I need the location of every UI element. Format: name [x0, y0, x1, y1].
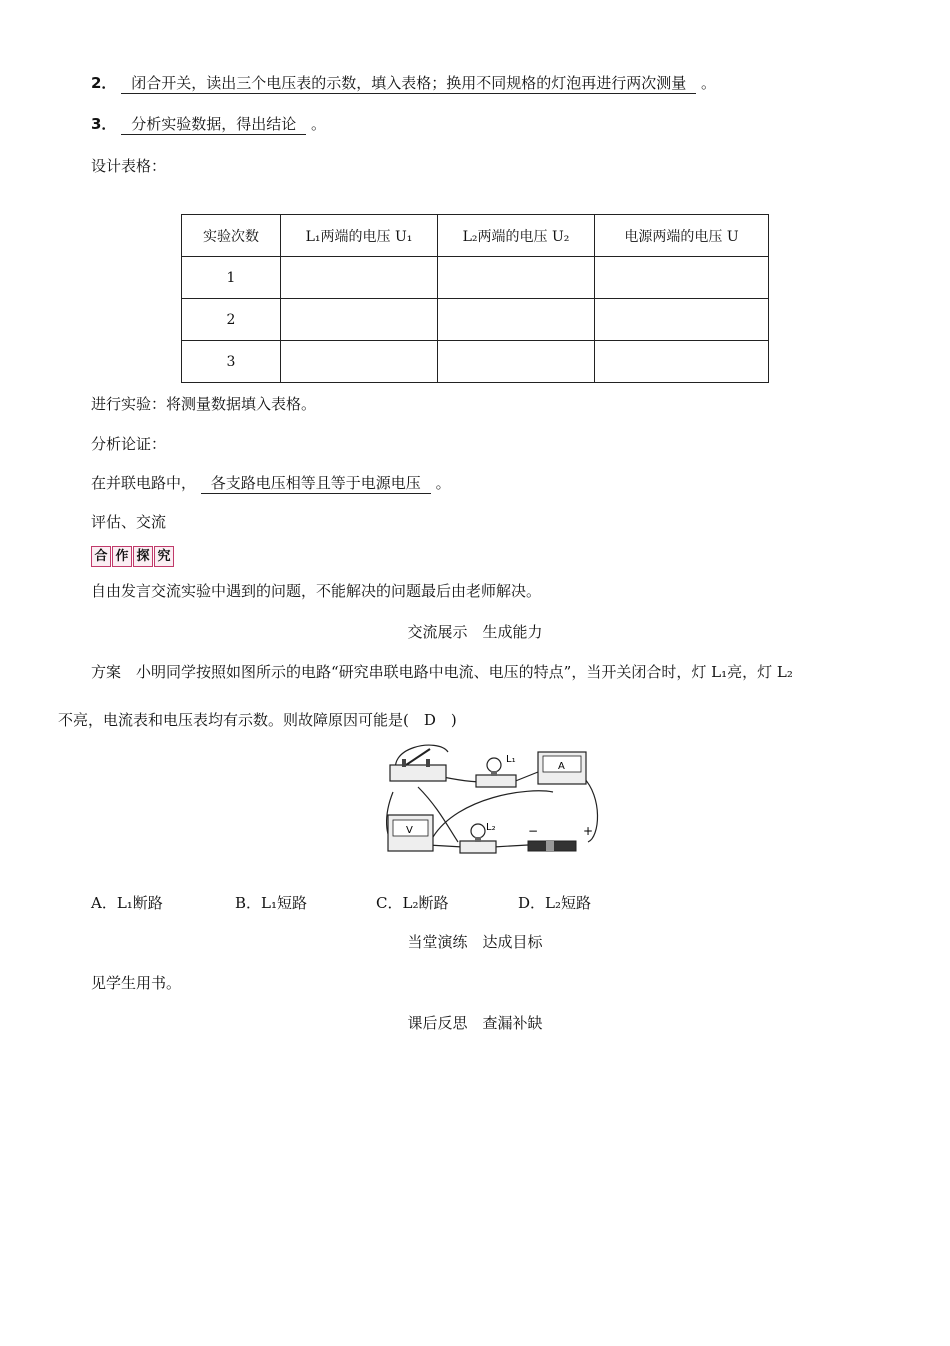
answer-blank: 各支路电压相等且等于电源电压 [201, 474, 431, 494]
see-book: 见学生用书。 [91, 974, 182, 992]
step-number: 2． [91, 74, 117, 92]
battery-icon [528, 824, 593, 851]
problem-line-1: 方案 小明同学按照如图所示的电路“研究串联电路中电流、电压的特点”，当开关闭合时，灯 L₁亮，灯 L₂ [91, 663, 793, 681]
cooperation-badge [91, 546, 174, 567]
answer-blank: 分析实验数据，得出结论 [121, 115, 306, 135]
answer-blank: 闭合开关，读出三个电压表的示数，填入表格；换用不同规格的灯泡再进行两次测量 [121, 74, 696, 94]
section-heading: 课后反思 查漏补缺 [407, 1014, 543, 1032]
label-positive: + [583, 824, 594, 838]
table-cell: 2 [182, 299, 281, 341]
table-cell [438, 257, 595, 299]
conclusion [91, 472, 451, 493]
table-cell: 1 [182, 257, 281, 299]
table-cell [281, 341, 438, 383]
conclusion-prefix: 在并联电路中， [91, 474, 197, 492]
evaluate-heading: 评估、交流 [91, 513, 167, 531]
badge-char: 作 [112, 546, 132, 567]
circuit-figure [378, 737, 610, 867]
label-l2: L₂ [486, 822, 496, 833]
switch-icon [390, 749, 446, 781]
table-cell [595, 341, 769, 383]
label-l1: L₁ [506, 754, 516, 765]
voltmeter-icon [388, 815, 433, 851]
badge-char: 究 [154, 546, 174, 567]
bulb-l1-icon [476, 754, 516, 787]
table-header: 电源两端的电压 U [595, 215, 769, 257]
label-voltmeter: V [406, 825, 413, 836]
problem-line-2: 不亮，电流表和电压表均有示数。则故障原因可能是( D ) [58, 711, 457, 729]
option-c: C．L₂断路 [376, 894, 449, 912]
analysis-label: 分析论证： [91, 435, 167, 453]
step-2 [91, 72, 716, 93]
experiment-text: 进行实验：将测量数据填入表格。 [91, 395, 317, 413]
table-header: L₂两端的电压 U₂ [438, 215, 595, 257]
step-3 [91, 113, 326, 134]
table-row [182, 257, 769, 299]
design-table-label: 设计表格： [91, 157, 167, 175]
step-end: 。 [311, 115, 327, 133]
table-row [182, 341, 769, 383]
table-cell: 3 [182, 341, 281, 383]
option-d: D．L₂短路 [518, 894, 592, 912]
conclusion-end: 。 [435, 474, 451, 492]
data-table [181, 214, 769, 383]
table-header: L₁两端的电压 U₁ [281, 215, 438, 257]
table-cell [438, 299, 595, 341]
table-header: 实验次数 [182, 215, 281, 257]
section-heading: 当堂演练 达成目标 [407, 933, 543, 951]
label-ammeter: A [558, 761, 565, 772]
option-a: A．L₁断路 [91, 894, 163, 912]
section-heading: 交流展示 生成能力 [407, 623, 543, 641]
label-negative: − [528, 824, 539, 838]
badge-char: 探 [133, 546, 153, 567]
bulb-l2-icon [460, 822, 496, 853]
table-header-row [182, 215, 769, 257]
free-discussion: 自由发言交流实验中遇到的问题，不能解决的问题最后由老师解决。 [91, 582, 542, 600]
step-number: 3． [91, 115, 117, 133]
table-cell [595, 257, 769, 299]
option-b: B．L₁短路 [235, 894, 307, 912]
table-row [182, 299, 769, 341]
table-cell [281, 257, 438, 299]
table-cell [438, 341, 595, 383]
badge-char: 合 [91, 546, 111, 567]
ammeter-icon [538, 752, 586, 784]
table-cell [281, 299, 438, 341]
step-end: 。 [701, 74, 717, 92]
table-cell [595, 299, 769, 341]
